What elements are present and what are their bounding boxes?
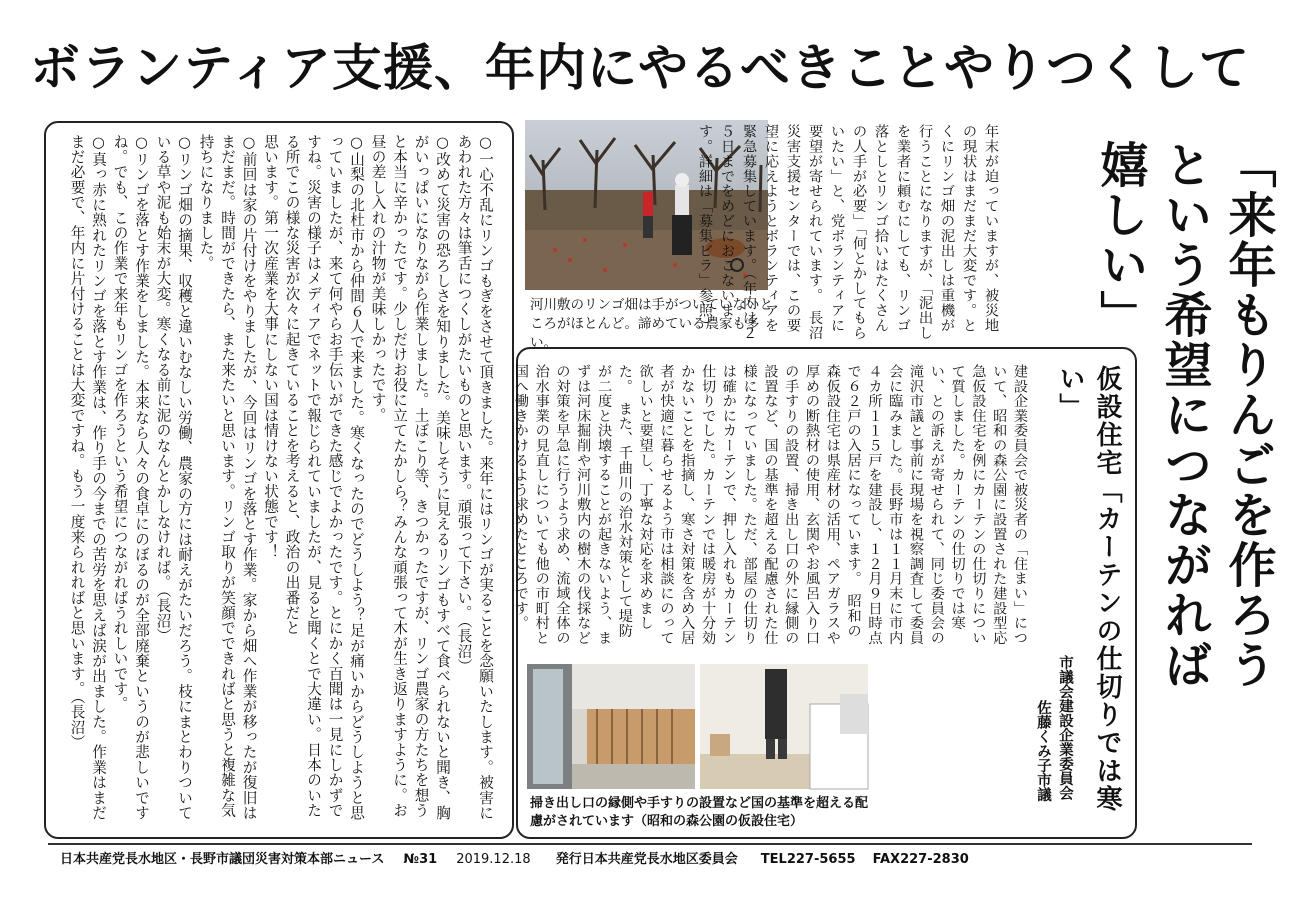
footer-issue: №31 bbox=[403, 852, 438, 867]
voice-8: ○真っ赤に熟れたリンゴを落とす作業は、作り手の今までの苦労を思えば涙が出ました。作業はまだまだ必要で、年内に片付けることは大変ですね。もう一度来られればと思います。（長沼） bbox=[68, 134, 107, 821]
article-byline-author: 佐藤くみ子市議 bbox=[1035, 700, 1051, 802]
orchard-photo-caption: 河川敷のリンゴ畑は手がついていないところがほとんど。諦めている農家も多い。 bbox=[530, 297, 773, 351]
recruitment-notice: 年末が迫っていますが、被災地の現状はまだまだ大変です。とくにリンゴ畑の泥出しは重機が行うことになりますが、「泥出しを業者に頼むにしても、リンゴ落としとリンゴ拾いはたくさんの人手が必要」「何とかしてもらいたい」と、党ボランティアに要望が寄せられています。 長沼災害支援センターでは、この要望に応えようとボランティアを緊急募集しています。（年内は２５日までをめどにおこないます。詳細は「募集ビラ」参照） bbox=[697, 124, 999, 341]
interior-photo bbox=[700, 664, 868, 789]
footer-rule bbox=[48, 843, 1252, 845]
big-title: 「来年もりんごを作ろうという希望につながれば嬉しい」 bbox=[1092, 140, 1276, 690]
volunteer-voices-text bbox=[60, 134, 496, 824]
voice-6: ○リンゴ畑の摘果、収穫と違いむなしい労働、農家の方には耐えがたいだろう。枝にまとわりついている草や泥も始末が大変。寒くなる前に泥のなんとかしなければ。（長沼） bbox=[154, 134, 193, 821]
article-body: 建設企業委員会で被災者の「住まい」について、昭和の森公園に設置された建設型応急仮設住宅を例にカーテンの仕切りについて質しました。カーテンの仕切りでは寒い、との訴えが寄せられて、同じ委員会の滝沢市議と事前に現場を視察調査して委員会に臨みました。長野市は１１月末に市内４カ所１１５戸を建設し、１２月９日時点で６２戸の入居になっています。 昭和の森仮設住宅は県産材の活用、ペアガラスや厚めの断熱材の使用、玄関やお風呂入り口の手すりの設置、掃き出し口の外に縁側の設置など、国の基準を超える配慮された仕様になっていました。ただ、部屋の仕切りは確かにカーテンで、押し入れもカーテン仕切りでした。カーテンでは暖房が十分効かないことを指摘し、寒さ対策を含め入居者が快適に暮らせるよう市は相談にのって欲しいと要望し、丁寧な対応を求めました。 また、千曲川の治水対策として堤防が二度と決壊することが起きないよう、まずは河床掘削や河川敷内の樹木の伐採などの対策を早急に行うよう求め、流域全体の治水事業の見直しについても他の市町村と国へ働きかけるよう求めたところです。 bbox=[512, 364, 1028, 646]
article-title: 仮設住宅「カーテンの仕切りでは寒い」 bbox=[1055, 365, 1122, 813]
voice-1: ○一心不乱にリンゴもぎをさせて頂きました。来年にはリンゴが実ることを念願いたします。被害にあわれた方々は筆舌につくしがたいものと思います。頑張って下さい。（長沼） bbox=[455, 134, 494, 821]
footer bbox=[60, 848, 969, 867]
footer-fax: FAX227-2830 bbox=[872, 852, 969, 867]
article-byline-committee: 市議会建設企業委員会 bbox=[1057, 655, 1073, 800]
footer-org: 日本共産党長水地区・長野市議団災害対策本部ニュース bbox=[60, 852, 385, 867]
footer-publisher: 発行日本共産党長水地区委員会 bbox=[555, 852, 738, 867]
porch-photo bbox=[527, 664, 695, 789]
article-photo-caption: 掃き出し口の縁側や手すりの設置など国の基準を超える配慮がされています（昭和の森公園の仮設住宅） bbox=[530, 796, 869, 829]
voice-5: ○前回は家の片付けをやりましたが、今回はリンゴを落とす作業。家から畑へ作業が移ったが復旧はまだまだ。時間ができたら、また来たいと思います。リンゴ取りが笑顔でできればと思うと複雑な気持ちになりました。 bbox=[197, 134, 258, 821]
footer-date: 2019.12.18 bbox=[456, 852, 531, 867]
voice-3: ○山梨の北杜市から仲間６人で来ました。寒くなったのでどうしよう？足が痛いからどうしようと思っていましたが、来て何やらお手伝いができた感じでよかったです。とにかく百聞は一見にしかずですね。災害の様子はメディアでネットで報じられていましたが、見ると聞くとで大違い。日本のいたる所でこの様な災害が次々に起きていることを考えると、政治の出番だと bbox=[283, 134, 365, 821]
footer-tel: TEL227-5655 bbox=[760, 852, 856, 867]
voice-2: ○改めて災害の恐ろしさを知りました。美味しそうに見えるリンゴもすべて食べられないと聞き、胸がいっぱいになりながら作業しました。土ぼこり等、きつかったですが、リンゴ農家の方たちを想うと本当に辛かったです。少しだけお役に立てたかしら？みんな頑張って木が生き返りますように。お昼の差し入れの汁物が美味しかったです。 bbox=[369, 134, 451, 821]
voice-4: 思います。第一次産業を大事にしない国は情けない状態です！ bbox=[262, 134, 279, 560]
headline: ボランティア支援、年内にやるべきことやりつくして bbox=[30, 39, 1250, 97]
voice-7: ○リンゴを落とす作業をしました。本来なら人々の食卓にのぼるのが全部廃棄というのが悲しいですね。でも、この作業で来年もリンゴを作ろうという希望につながればうれしいです。 bbox=[111, 134, 150, 821]
